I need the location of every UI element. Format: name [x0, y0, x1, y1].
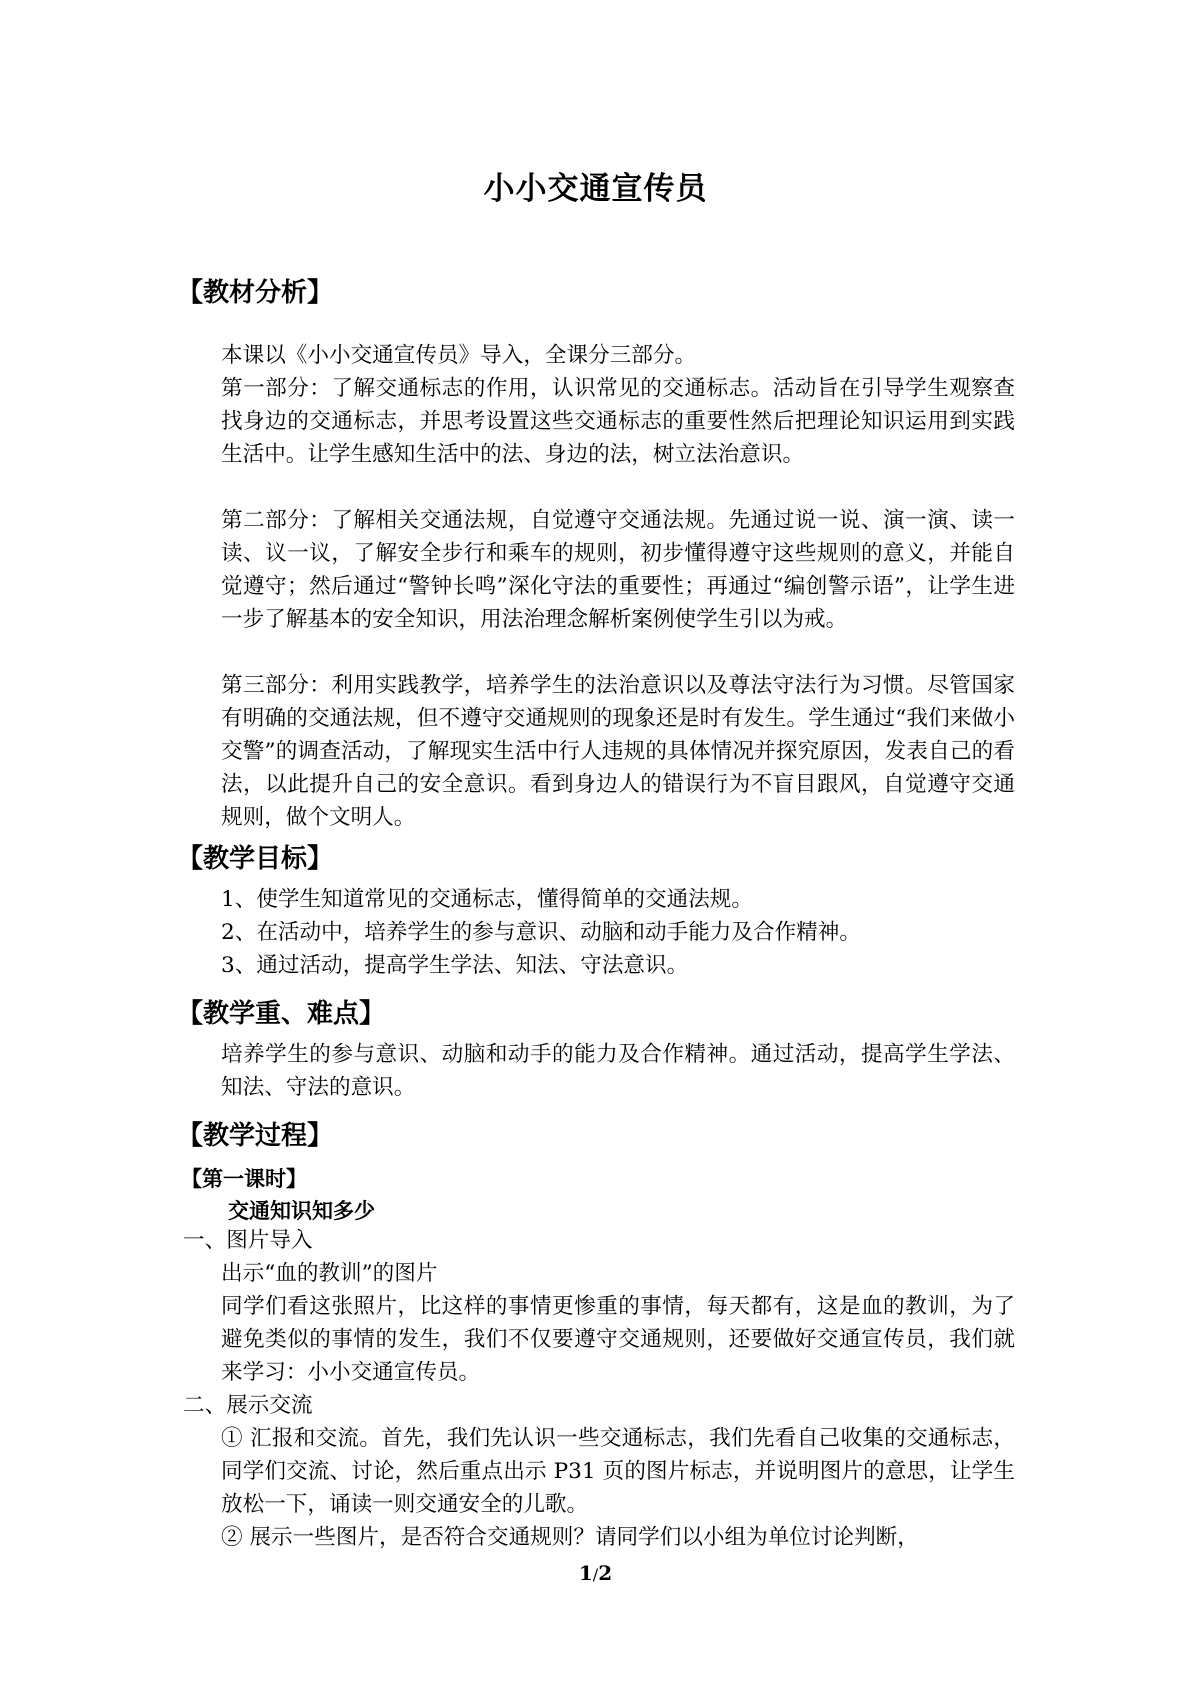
- material-analysis-part-two: 第二部分：了解相关交通法规，自觉遵守交通法规。先通过说一说、演一演、读一读、议一议，了解安全步行和乘车的规则，初步懂得遵守这些规则的意义，并能自觉遵守；然后通过“警钟长鸣”深化守法的重要性；再通过“编创警示语”，让学生进一步了解基本的安全知识，用法治理念解析案例使学生引以为戒。: [221, 508, 1015, 632]
- material-analysis-part-three: 第三部分：利用实践教学，培养学生的法治意识以及尊法守法行为习惯。尽管国家有明确的交通法规，但不遵守交通规则的现象还是时有发生。学生通过“我们来做小交警”的调查活动，了解现实生活中行人违规的具体情况并探究原因，发表自己的看法，以此提升自己的安全意识。看到身边人的错误行为不盲目跟风，自觉遵守交通规则，做个文明人。: [221, 673, 1015, 830]
- section-heading-material-analysis: 【教材分析】: [177, 278, 334, 308]
- section-heading-teaching-goals: 【教学目标】: [177, 844, 334, 874]
- process-part-one-paragraph: 同学们看这张照片，比这样的事情更惨重的事情，每天都有，这是血的教训，为了避免类似的事情的发生，我们不仅要遵守交通规则，还要做好交通宣传员，我们就来学习：小小交通宣传员。: [221, 1294, 1015, 1385]
- page-number-total: 2: [598, 1561, 613, 1585]
- document-title: 小小交通宣传员: [483, 171, 708, 207]
- process-part-one-line: 出示“血的教训”的图片: [221, 1261, 438, 1286]
- section-heading-teaching-process: 【教学过程】: [177, 1121, 334, 1151]
- process-part-two-label: 二、展示交流: [183, 1393, 313, 1418]
- teaching-goal-item: 1、使学生知道常见的交通标志，懂得简单的交通法规。: [221, 887, 753, 912]
- lesson-topic: 交通知识知多少: [228, 1198, 375, 1223]
- material-analysis-part-one: 第一部分：了解交通标志的作用，认识常见的交通标志。活动旨在引导学生观察查找身边的交通标志，并思考设置这些交通标志的重要性然后把理论知识运用到实践生活中。让学生感知生活中的法、身边的法，树立法治意识。: [221, 376, 1015, 467]
- material-analysis-intro: 本课以《小小交通宣传员》导入，全课分三部分。: [221, 343, 697, 368]
- process-part-two-item: ② 展示一些图片，是否符合交通规则？请同学们以小组为单位讨论判断，: [221, 1525, 919, 1550]
- process-part-one-label: 一、图片导入: [183, 1228, 313, 1253]
- teaching-goal-item: 2、在活动中，培养学生的参与意识、动脑和动手能力及合作精神。: [221, 920, 861, 945]
- lesson-heading: 【第一课时】: [181, 1166, 307, 1191]
- page-number-current: 1: [578, 1561, 593, 1585]
- page-number-separator: /: [592, 1565, 599, 1584]
- page-number: [0, 1561, 1191, 1585]
- section-heading-key-points: 【教学重、难点】: [177, 999, 386, 1029]
- key-points-text: 培养学生的参与意识、动脑和动手的能力及合作精神。通过活动，提高学生学法、知法、守法的意识。: [221, 1042, 1015, 1100]
- teaching-goal-item: 3、通过活动，提高学生学法、知法、守法意识。: [221, 953, 689, 978]
- process-part-two-item: ① 汇报和交流。首先，我们先认识一些交通标志，我们先看自己收集的交通标志，同学们交流、讨论，然后重点出示 P31 页的图片标志，并说明图片的意思，让学生放松一下，诵读一则交通安全的儿歌。: [221, 1426, 1015, 1517]
